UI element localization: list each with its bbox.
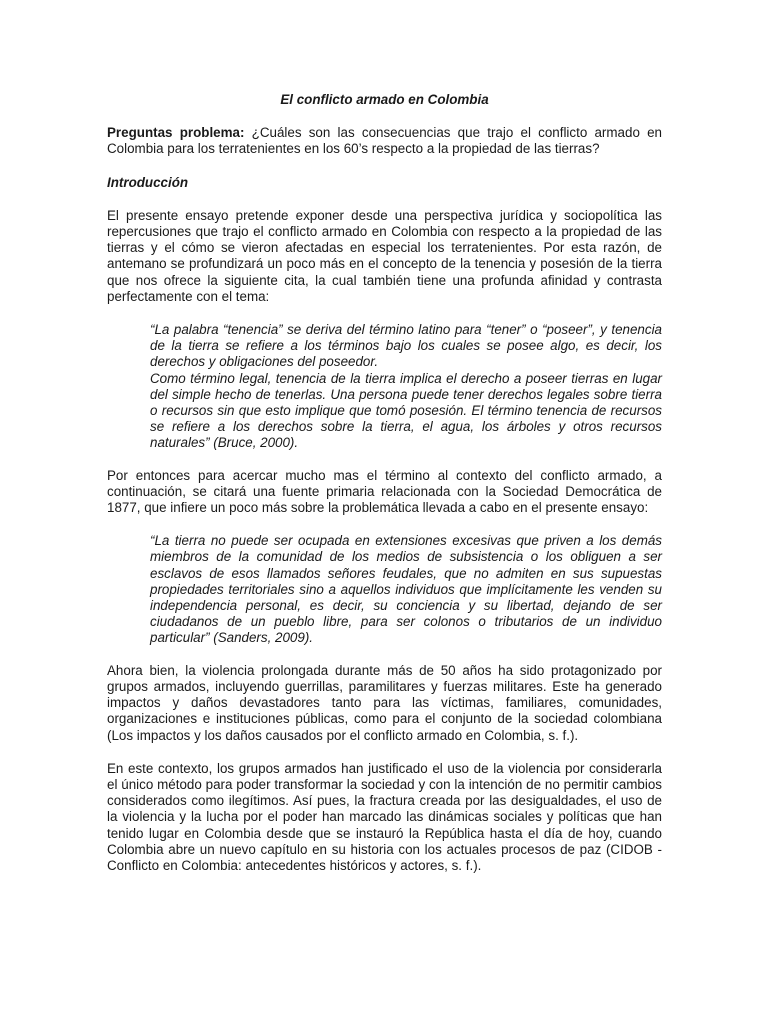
document-title: El conflicto armado en Colombia — [280, 92, 489, 107]
document-page — [107, 92, 662, 891]
paragraph-1: El presente ensayo pretende exponer desde una perspectiva jurídica y sociopolítica las repercusiones que trajo el conflicto armado en Colombia con respecto a la propiedad de las tierras y el cómo se vieron afectadas en especial los terratenientes. Por esta razón, de antemano se profundizará un poco más en el concepto de la tenencia y posesión de la tierra que nos ofrece la siguiente cita, la cual también tiene una profunda afinidad y contrasta perfectamente con el tema: — [107, 207, 662, 304]
research-question-label: Preguntas problema: — [107, 125, 245, 141]
paragraph-4: En este contexto, los grupos armados han justificado el uso de la violencia por considerarla el único método para poder transformar la sociedad y con la intención de no permitir cambios considerados como ilegítimos. Así pues, la fractura creada por las desigualdades, el uso de la violencia y la lucha por el poder han marcado las dinámicas sociales y políticas que han tenido lugar en Colombia desde que se instauró la República hasta el día de hoy, cuando Colombia abre un nuevo capítulo en su historia con los actuales procesos de paz (CIDOB - Conflicto en Colombia: antecedentes históricos y actores, s. f.). — [107, 760, 662, 873]
quote-paragraph: “La palabra “tenencia” se deriva del término latino para “tener” o “poseer”, y tenencia de la tierra se refiere a los términos bajo los cuales se posee algo, es decir, los derechos y obligaciones del poseedor. — [150, 322, 662, 370]
quote-paragraph: Como término legal, tenencia de la tierra implica el derecho a poseer tierras en lugar del simple hecho de tenerlas. Una persona puede tener derechos legales sobre tierra o recursos sin que esto implique que tomó posesión. El término tenencia de recursos se refiere a los derechos sobre la tierra, el agua, los árboles y otros recursos naturales” (Bruce, 2000). — [150, 370, 662, 451]
research-question-text: ¿Cuáles son las consecuencias que trajo el conflicto armado en Colombia para los terratenientes en los 60’s respecto a la propiedad de las tierras? — [107, 125, 662, 157]
quote-paragraph: “La tierra no puede ser ocupada en extensiones excesivas que priven a los demás miembros de la comunidad de los medios de subsistencia o los obliguen a ser esclavos de esos llamados señores feudales, que no admiten en sus supuestas propiedades territoriales sino a aquellos individuos que implícitamente les venden su independencia personal, es decir, su conciencia y su libertad, dejando de ser ciudadanos de un pueblo libre, para ser colonos o tributarios de un individuo particular” (Sanders, 2009). — [150, 533, 662, 646]
research-question — [107, 125, 662, 157]
paragraph-3: Ahora bien, la violencia prolongada durante más de 50 años ha sido protagonizado por grupos armados, incluyendo guerrillas, paramilitares y fuerzas militares. Este ha generado impactos y daños devastadores tanto para las víctimas, familiares, comunidades, organizaciones e instituciones públicas, como para el conjunto de la sociedad colombiana (Los impactos y los daños causados por el conflicto armado en Colombia, s. f.). — [107, 662, 662, 743]
paragraph-2: Por entonces para acercar mucho mas el término al contexto del conflicto armado, a continuación, se citará una fuente primaria relacionada con la Sociedad Democrática de 1877, que infiere un poco más sobre la problemática llevada a cabo en el presente ensayo: — [107, 467, 662, 516]
introduction-heading: Introducción — [107, 174, 189, 190]
block-quote-sanders — [150, 533, 662, 646]
block-quote-bruce — [150, 322, 662, 452]
